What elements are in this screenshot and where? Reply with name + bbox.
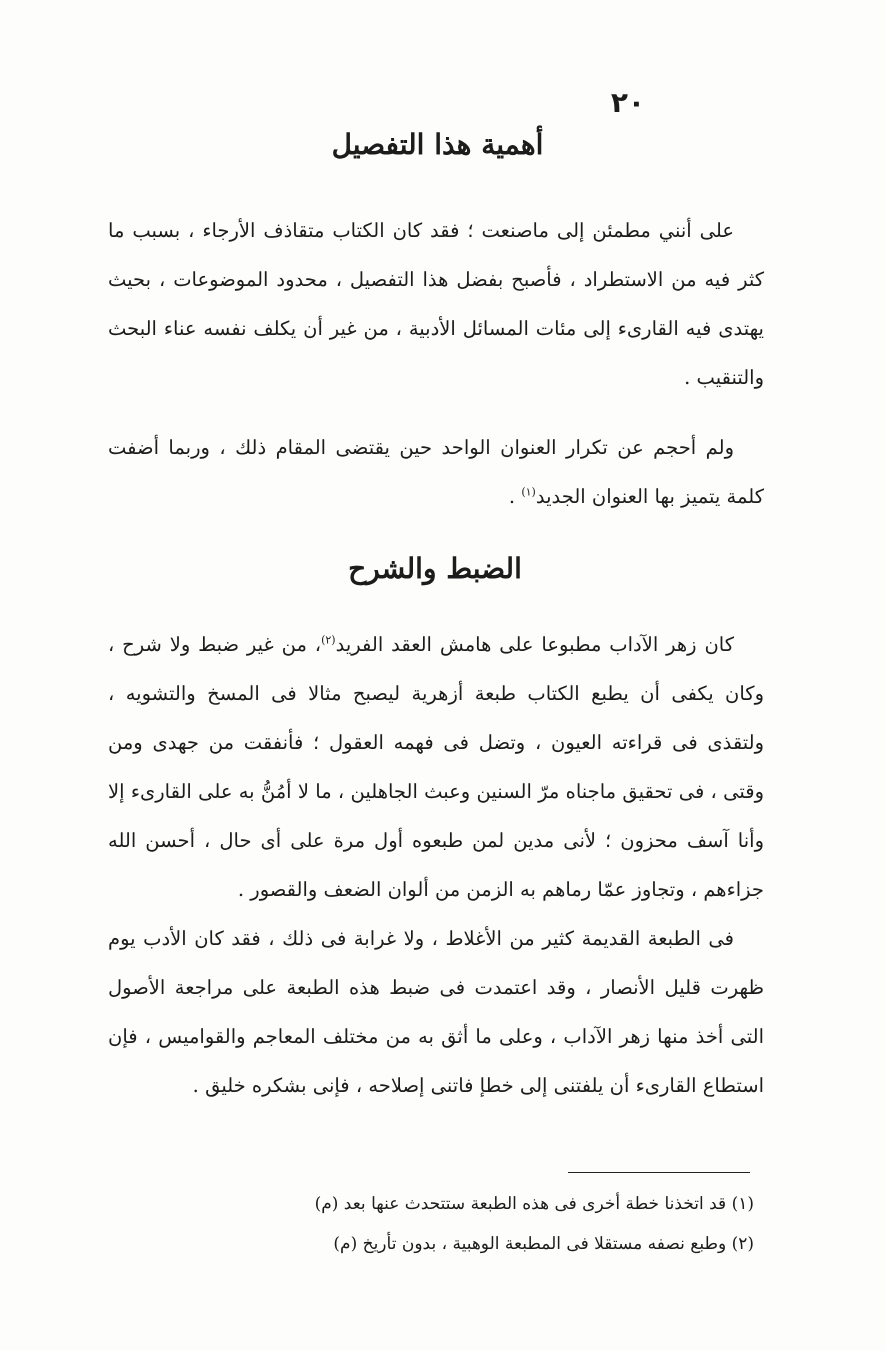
page-number: ٢٠ — [610, 86, 645, 119]
section-heading-editing: الضبط والشرح — [348, 552, 522, 585]
paragraph-3-body — [108, 620, 764, 914]
paragraph-4-text: فى الطبعة القديمة كثير من الأغلاط ، ولا غرابة فى ذلك ، فقد كان الأدب يوم ظهرت قليل الأنصار ، وقد اعتمدت فى ضبط هذه الطبعة على مراجعة الأصول التى أخذ منها زهر الآداب ، وعلى ما أثق به من مختلف المعاجم والقواميس ، فإن استطاع القارىء أن يلفتنى إلى خطإ فاتنى إصلاحه ، فإنى بشكره خليق . — [108, 927, 764, 1097]
footnote-divider — [568, 1172, 750, 1173]
paragraph-3 — [108, 620, 764, 914]
paragraph-4 — [108, 914, 764, 1110]
paragraph-1-text: على أنني مطمئن إلى ماصنعت ؛ فقد كان الكتاب متقاذف الأرجاء ، بسبب ما كثر فيه من الاستطراد ، فأصبح بفضل هذا التفصيل ، محدود الموضوعات ، بحيث يهتدى فيه القارىء إلى مئات المسائل الأدبية ، من غير أن يكلف نفسه عناء البحث والتنقيب . — [108, 219, 764, 389]
footnote-ref-2: (٢) — [321, 633, 336, 647]
footnote-2: (٢) وطبع نصفه مستقلا فى المطبعة الوهبية ، بدون تأريخ (م) — [333, 1234, 754, 1254]
paragraph-1 — [108, 206, 764, 402]
footnote-1: (١) قد اتخذنا خطة أخرى فى هذه الطبعة ستتحدث عنها بعد (م) — [314, 1194, 754, 1214]
paragraph-2-end: . — [508, 485, 522, 508]
paragraph-2-text: ولم أحجم عن تكرار العنوان الواحد حين يقتضى المقام ذلك ، وربما أضفت كلمة يتميز بها العنوان الجديد — [108, 436, 764, 508]
paragraph-3-text-a: كان زهر الآداب مطبوعا على هامش العقد الفريد — [335, 633, 734, 656]
paragraph-3-text-b: ، من غير ضبط ولا شرح ، وكان يكفى أن يطبع الكتاب طبعة أزهرية ليصبح مثالا فى المسخ والتشويه ، ولتقذى فى قراءته العيون ، وتضل فى فهمه العقول ؛ فأنفقت من جهدى ومن وقتى ، فى تحقيق ماجناه مرّ السنين وعبث الجاهلين ، ما لا أمُنُّ به على القارىء إلا وأنا آسف محزون ؛ لأنى مدين لمن طبعوه أول مرة على أى حال ، أحسن الله جزاءهم ، وتجاوز عمّا رماهم به الزمن من ألوان الضعف والقصور . — [108, 633, 764, 901]
paragraph-2 — [108, 423, 764, 521]
footnote-ref-1: (١) — [521, 485, 536, 499]
footnotes — [180, 1184, 754, 1264]
section-heading-importance: أهمية هذا التفصيل — [331, 128, 544, 161]
paragraph-2-body — [108, 423, 764, 521]
